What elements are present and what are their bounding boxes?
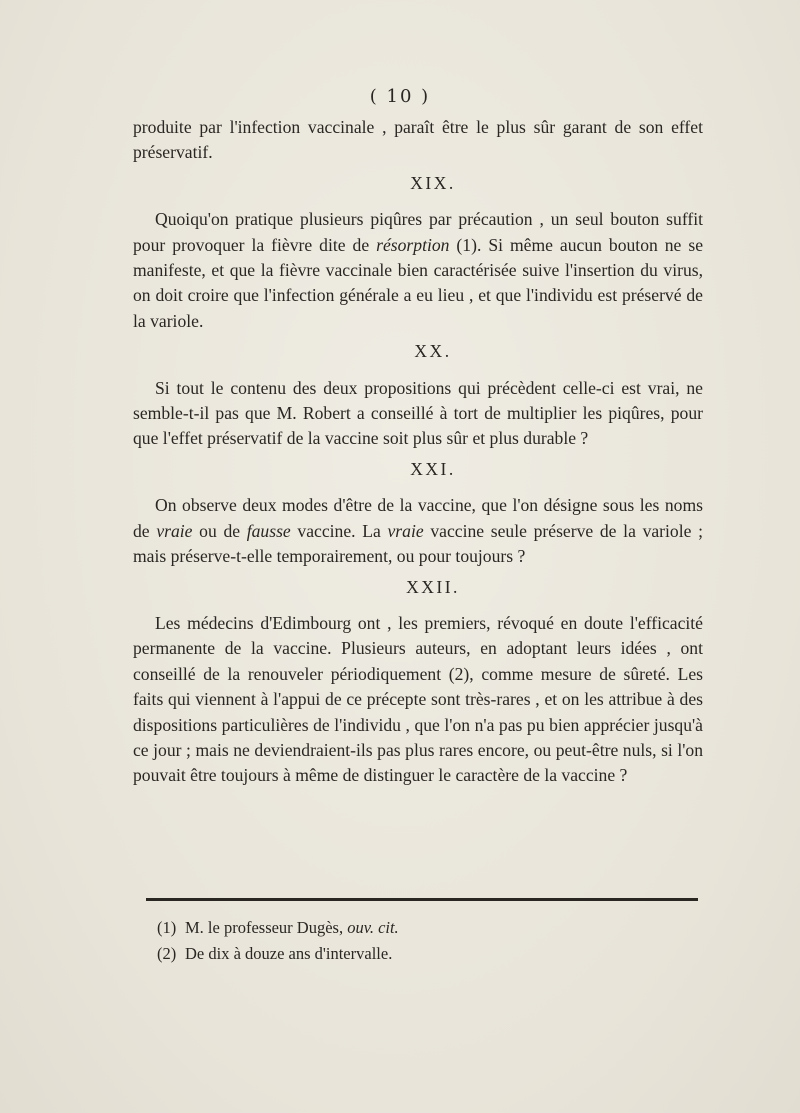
text-run: vaccine seule préserve de la variole ; mais préserve-t-elle temporairement, ou pour toujours ? xyxy=(133,520,703,567)
text-run: Les médecins d'Edimbourg ont , les premiers, révoqué en doute l'efficacité permanente de la vaccine. Plusieurs auteurs, en adoptant leurs idées , ont conseillé de la renouveler périodiquement (2), comme mesure de sûreté. Les faits qui viennent à l'appui de ce précepte sont très-rares , et on les attribue à des dispositions particulières de l'individu , que l'on n'a pas pu bien apprécier jusqu'à ce jour ; mais ne deviendraient-ils pas plus rares encore, ou peut-être nuls, si l'on pouvait être toujours à même de distinguer le caractère de la vaccine ? xyxy=(133,612,703,786)
section-heading: XX. xyxy=(414,341,452,362)
page-number: ( 10 ) xyxy=(369,86,431,107)
footnotes xyxy=(157,915,399,967)
text-run: vaccine. La xyxy=(290,520,388,541)
footnote-marker: (1) xyxy=(157,918,177,937)
paragraph xyxy=(133,611,703,789)
section-heading: XXII. xyxy=(406,576,460,597)
body-text xyxy=(133,115,703,789)
text-run: produite par l'infection vaccinale , paraît être le plus sûr garant de son effet préservatif. xyxy=(133,117,703,163)
italic-text: fausse xyxy=(246,520,291,541)
text-run: De dix à douze ans d'intervalle. xyxy=(185,944,393,963)
footnote-rule xyxy=(146,898,698,901)
text-run: On observe deux modes d'être de la vaccine, que l'on désigne sous les noms de xyxy=(133,495,703,541)
footnote xyxy=(157,915,399,941)
text-run: Si tout le contenu des deux propositions qui précèdent celle-ci est vrai, ne semble-t-il pas que M. Robert a conseillé à tort de multiplier les piqûres, pour que l'effet préservatif de la vaccine soit plus sûr et plus durable ? xyxy=(133,377,703,449)
text-run: Quoiqu'on pratique plusieurs piqûres par précaution , un seul bouton suffit pour provoquer la fièvre dite de xyxy=(133,209,703,255)
paragraph xyxy=(133,376,703,452)
italic-text: résorption xyxy=(376,234,450,255)
section-heading: XXI. xyxy=(410,458,456,479)
text-run: M. le professeur Dugès, xyxy=(185,918,348,937)
italic-text: ouv. cit. xyxy=(347,918,399,937)
paragraph xyxy=(133,493,703,569)
footnote xyxy=(157,941,399,967)
text-run: (1). Si même aucun bouton ne se manifeste, et que la fièvre vaccinale bien caractérisée suive l'insertion du virus, on doit croire que l'infection générale a eu lieu , et que l'individu est préservé de la variole. xyxy=(133,234,703,331)
text-run: ou de xyxy=(192,520,247,541)
section-heading: XIX. xyxy=(410,172,456,193)
footnote-marker: (2) xyxy=(157,944,177,963)
paragraph xyxy=(133,115,703,166)
italic-text: vraie xyxy=(387,520,424,541)
paragraph xyxy=(133,207,703,334)
italic-text: vraie xyxy=(156,520,193,541)
